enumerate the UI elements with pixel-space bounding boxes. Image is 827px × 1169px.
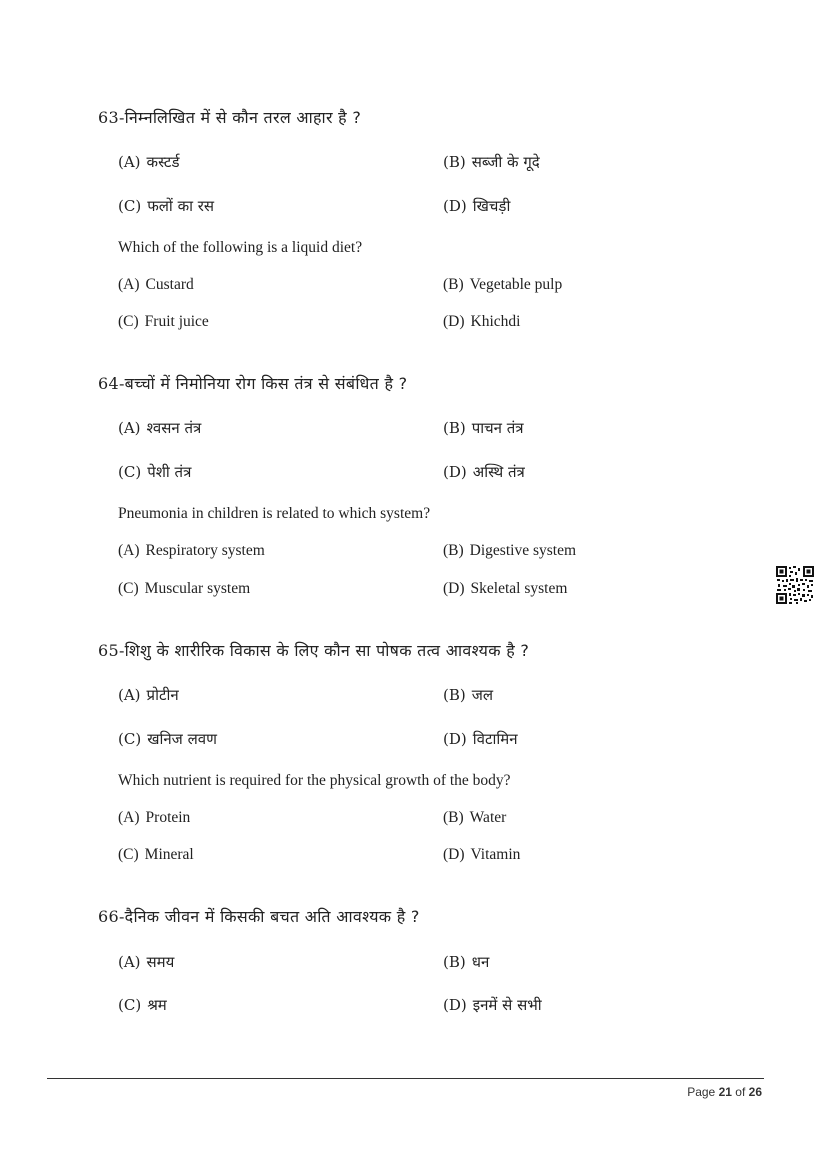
option-text: समय [146, 953, 175, 971]
option-d-english [443, 579, 567, 599]
page-word: Page [687, 1085, 716, 1099]
option-letter: (C) [118, 313, 139, 330]
option-text: Mineral [144, 846, 194, 863]
option-text: कस्टर्ड [146, 153, 180, 171]
option-letter: (D) [443, 197, 467, 215]
option-c-english [118, 312, 209, 332]
qr-code-icon [776, 566, 814, 604]
question-hindi: बच्चों में निमोनिया रोग किस तंत्र से संबंधित है ? [124, 374, 408, 393]
option-letter: (B) [443, 153, 466, 171]
option-letter: (D) [443, 463, 467, 481]
option-text: पाचन तंत्र [471, 419, 524, 437]
option-letter: (C) [118, 580, 139, 597]
option-text: Custard [145, 276, 194, 293]
option-letter: (C) [118, 996, 142, 1014]
option-letter: (A) [118, 542, 140, 559]
question-number: 65- [98, 641, 125, 660]
option-letter: (B) [443, 809, 464, 826]
question-64 [98, 374, 758, 597]
question-hindi: दैनिक जीवन में किसकी बचत अति आवश्यक है ? [124, 907, 420, 926]
option-c-hindi [118, 196, 214, 216]
option-text: खिचड़ी [472, 197, 511, 215]
option-text: Fruit juice [144, 313, 209, 330]
option-text: धन [471, 953, 490, 971]
option-a-english [118, 275, 194, 295]
option-text: Vegetable pulp [469, 276, 563, 293]
option-text: इनमें से सभी [472, 996, 542, 1014]
question-hindi-text [98, 641, 758, 661]
option-d-hindi [443, 196, 510, 216]
option-letter: (A) [118, 276, 140, 293]
option-c-hindi [118, 995, 167, 1015]
option-b-english [443, 275, 562, 295]
option-letter: (B) [443, 419, 466, 437]
question-hindi: निम्नलिखित में से कौन तरल आहार है ? [124, 108, 362, 127]
option-d-hindi [443, 729, 518, 749]
option-a-hindi [118, 685, 179, 705]
option-b-hindi [443, 685, 493, 705]
option-b-english [443, 808, 506, 828]
option-d-english [443, 845, 520, 865]
option-a-hindi [118, 952, 174, 972]
option-c-hindi [118, 729, 217, 749]
option-text: Skeletal system [470, 580, 568, 597]
option-text: Khichdi [470, 313, 521, 330]
option-text: Muscular system [144, 580, 251, 597]
option-letter: (C) [118, 197, 142, 215]
option-b-english [443, 541, 576, 561]
option-text: श्वसन तंत्र [146, 419, 202, 437]
option-text: सब्जी के गूदे [471, 153, 540, 171]
option-letter: (A) [118, 153, 141, 171]
question-hindi-text [98, 108, 758, 128]
option-text: खनिज लवण [147, 730, 217, 748]
page-footer [687, 1085, 762, 1099]
question-63 [98, 108, 758, 330]
option-letter: (D) [443, 730, 467, 748]
option-text: विटामिन [472, 730, 518, 748]
option-text: Digestive system [469, 542, 577, 559]
option-text: Water [469, 809, 507, 826]
current-page-number: 21 [718, 1085, 732, 1099]
question-number: 66- [98, 907, 125, 926]
question-number: 63- [98, 108, 125, 127]
option-a-english [118, 541, 265, 561]
option-letter: (D) [443, 580, 465, 597]
option-letter: (C) [118, 846, 139, 863]
question-number: 64- [98, 374, 125, 393]
question-english: Pneumonia in children is related to which system? [118, 505, 431, 522]
option-d-english [443, 312, 520, 332]
option-text: Vitamin [470, 846, 521, 863]
option-c-hindi [118, 462, 191, 482]
option-text: प्रोटीन [146, 686, 179, 704]
option-text: श्रम [147, 996, 167, 1014]
option-letter: (C) [118, 730, 142, 748]
option-letter: (B) [443, 542, 464, 559]
option-letter: (D) [443, 996, 467, 1014]
option-a-english [118, 808, 190, 828]
option-text: जल [471, 686, 494, 704]
option-text: Protein [145, 809, 191, 826]
option-letter: (A) [118, 419, 141, 437]
question-hindi-text [98, 907, 758, 927]
option-letter: (B) [443, 953, 466, 971]
option-letter: (A) [118, 809, 140, 826]
option-letter: (D) [443, 313, 465, 330]
option-text: Respiratory system [145, 542, 265, 559]
option-d-hindi [443, 462, 525, 482]
question-hindi-text [98, 374, 758, 394]
option-a-hindi [118, 152, 180, 172]
option-letter: (B) [443, 686, 466, 704]
option-letter: (A) [118, 686, 141, 704]
option-b-hindi [443, 952, 489, 972]
option-a-hindi [118, 418, 201, 438]
option-text: पेशी तंत्र [147, 463, 192, 481]
option-letter: (D) [443, 846, 465, 863]
question-english: Which nutrient is required for the physical growth of the body? [118, 772, 511, 789]
option-text: अस्थि तंत्र [472, 463, 525, 481]
option-c-english [118, 579, 250, 599]
option-c-english [118, 845, 194, 865]
footer-divider [47, 1078, 764, 1079]
option-b-hindi [443, 418, 524, 438]
option-letter: (A) [118, 953, 141, 971]
question-66 [98, 907, 758, 1014]
option-letter: (B) [443, 276, 464, 293]
option-text: फलों का रस [147, 197, 215, 215]
question-hindi: शिशु के शारीरिक विकास के लिए कौन सा पोषक तत्व आवश्यक है ? [124, 641, 530, 660]
option-letter: (C) [118, 463, 142, 481]
total-pages-number: 26 [748, 1085, 762, 1099]
question-65 [98, 641, 758, 863]
of-word: of [735, 1085, 746, 1099]
option-d-hindi [443, 995, 542, 1015]
question-english: Which of the following is a liquid diet? [118, 239, 363, 256]
option-b-hindi [443, 152, 540, 172]
